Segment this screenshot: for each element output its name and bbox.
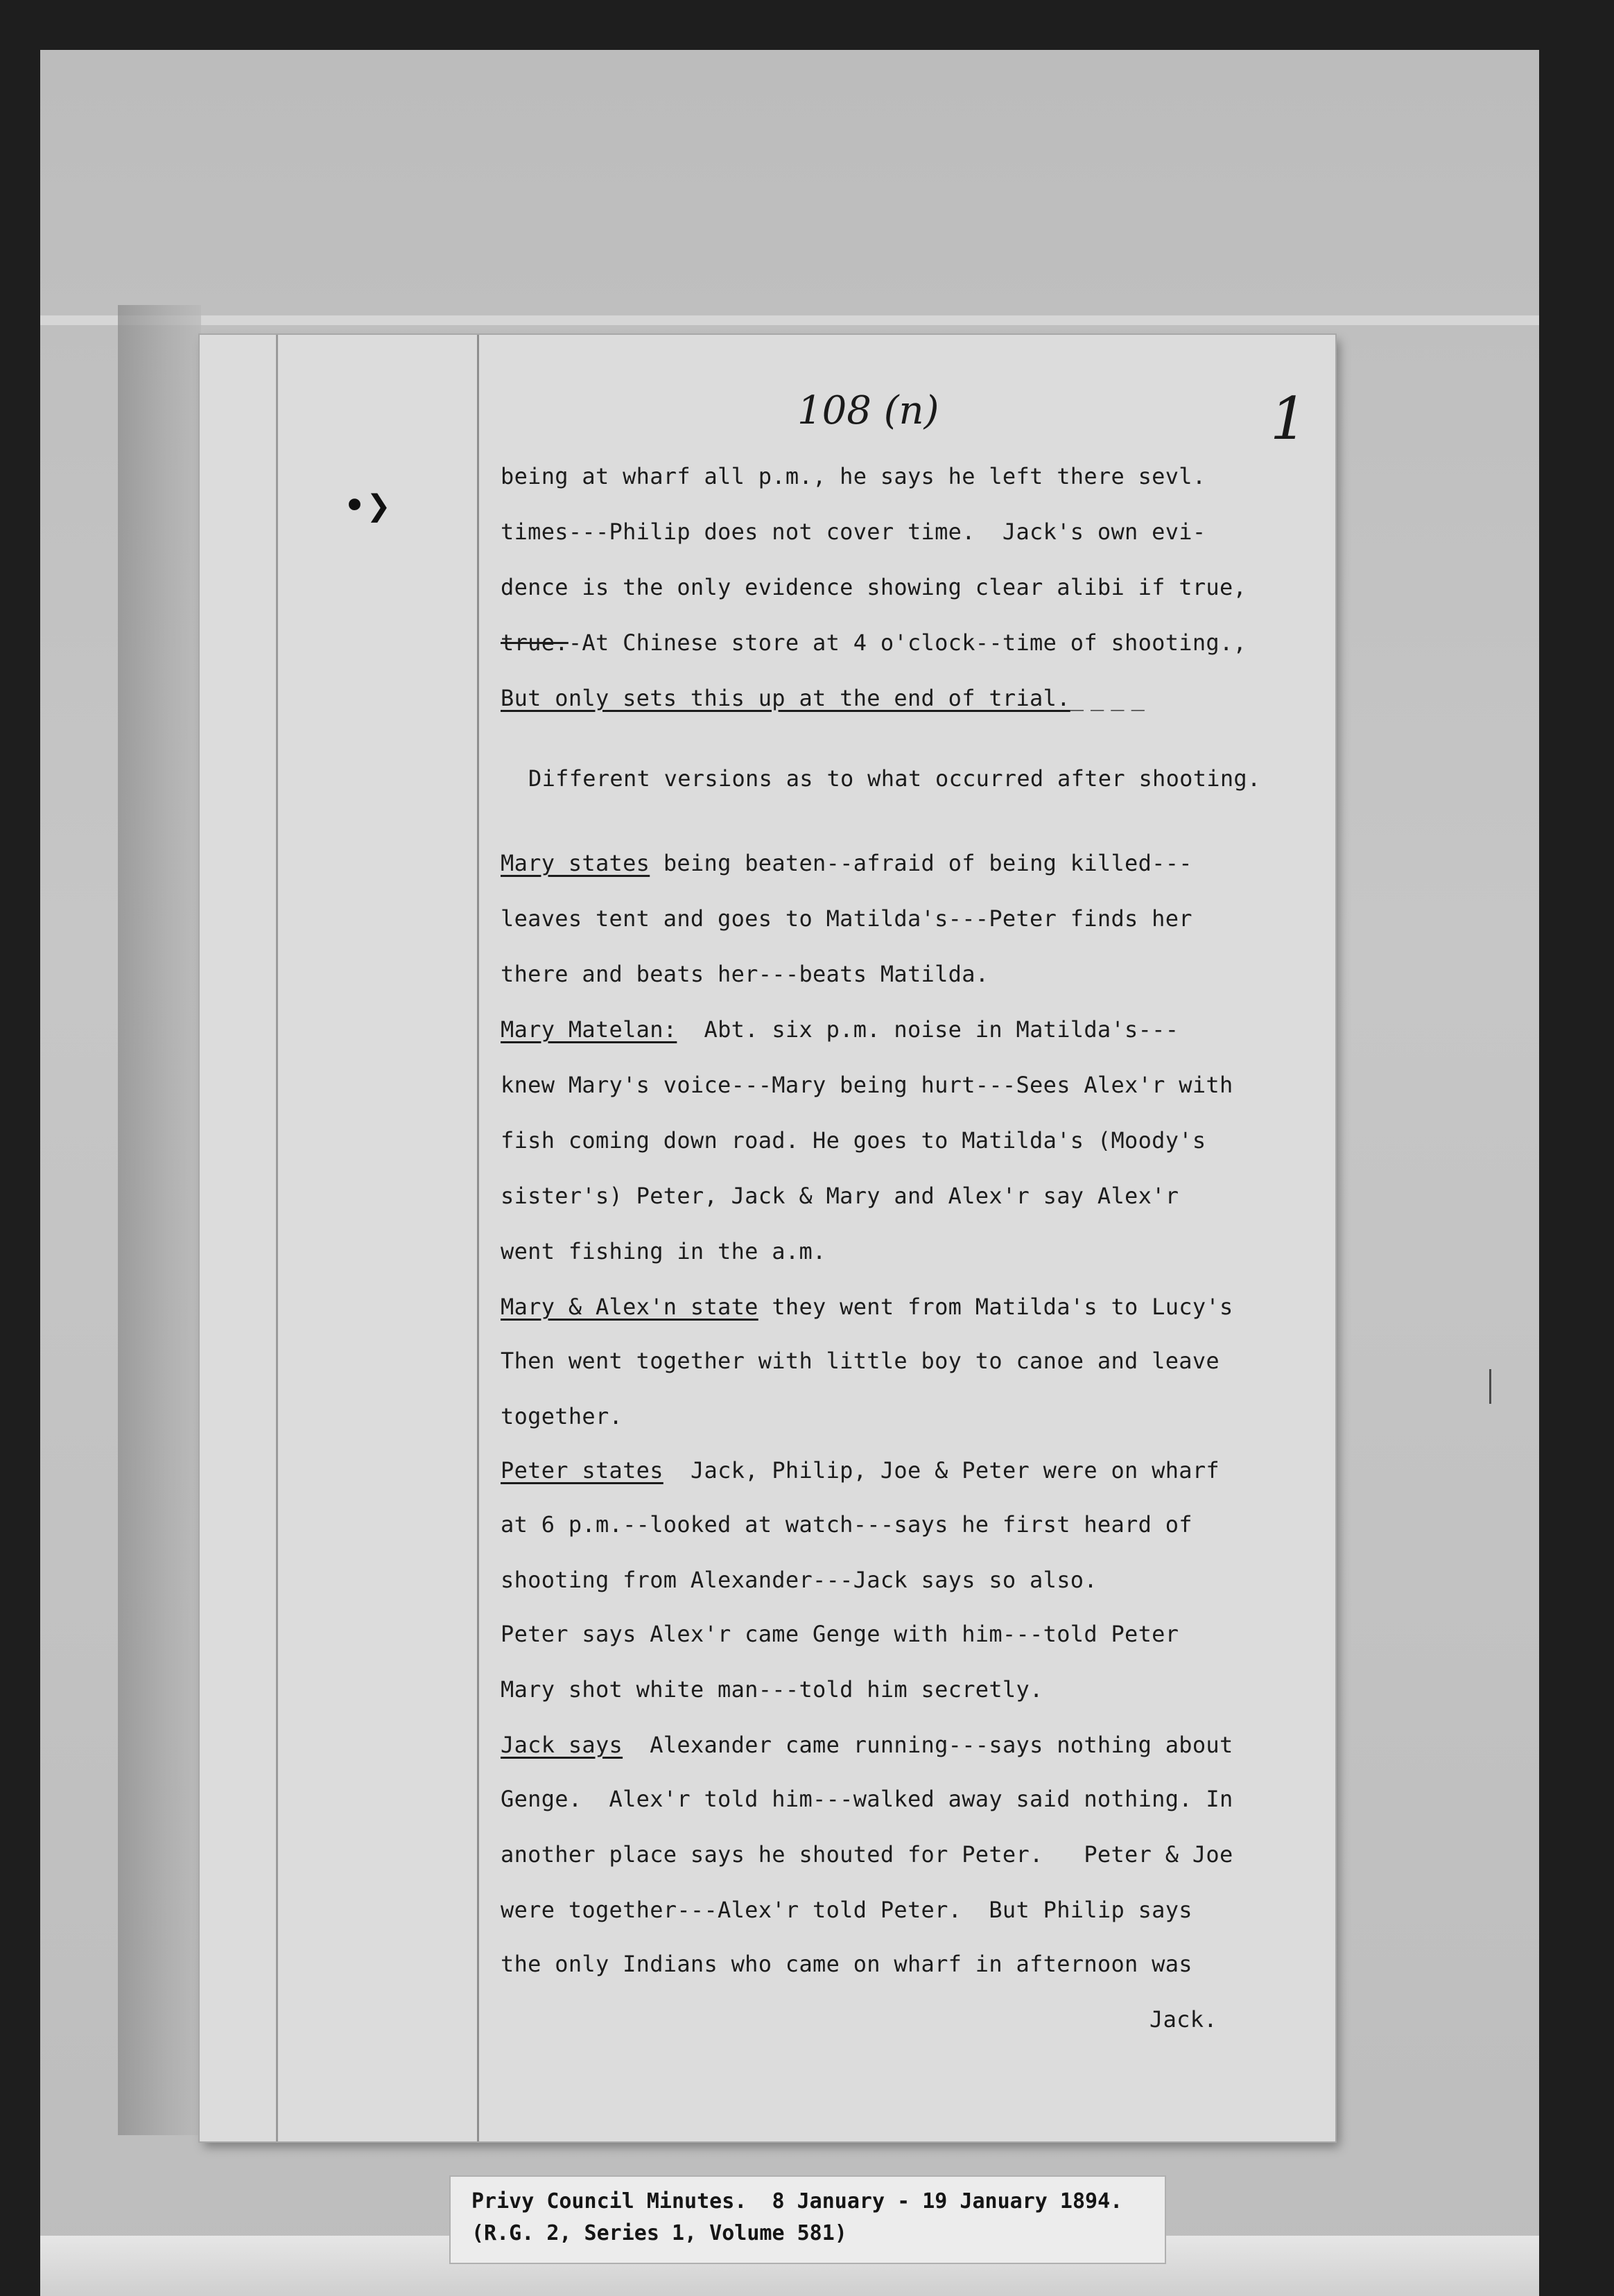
text-line: the only Indians who came on wharf in afternoon was [501,1951,1192,1977]
speaker-label: Mary states [501,850,650,876]
text-line: dence is the only evidence showing clear alibi if true, [501,574,1247,600]
text-line: being at wharf all p.m., he says he left there sevl. [501,463,1206,489]
text-segment: Alexander came running---says nothing about [650,1732,1233,1758]
text-line: another place says he shouted for Peter. Peter & Joe [501,1841,1233,1868]
speaker-label: Peter states [501,1457,663,1484]
text-line: at 6 p.m.--looked at watch---says he first heard of [501,1511,1192,1538]
label-reference: (R.G. 2, Series 1, Volume 581) [471,2221,847,2245]
speaker-label: Mary & Alex'n state [501,1294,758,1320]
margin-rule [276,335,278,2141]
text-line: were together---Alex'r told Peter. But Philip says [501,1897,1192,1923]
backing-fold [40,315,1539,325]
underline-tail: ____ [1070,685,1152,711]
text-line: sister's) Peter, Jack & Mary and Alex'r say Alex'r [501,1183,1179,1209]
text-segment: Abt. six p.m. noise in Matilda's--- [704,1016,1179,1043]
text-segment: they went from Matilda's to Lucy's [772,1294,1233,1320]
text-line [501,1016,1179,1043]
archive-label [451,2177,1165,2263]
underlined-text: But only sets this up at the end of trial. [501,685,1070,711]
stray-mark [1489,1369,1491,1404]
text-segment: being beaten--afraid of being killed--- [663,850,1192,876]
text-line [501,1732,1233,1758]
struck-word: true. [501,629,569,656]
text-line: together. [501,1403,623,1429]
text-line: fish coming down road. He goes to Matilda's (Moody's [501,1127,1206,1154]
speaker-label: Jack says [501,1732,623,1758]
page-number: 1 [1270,385,1308,453]
text-line [501,1457,1220,1484]
text-line: Mary shot white man---told him secretly. [501,1676,1043,1703]
text-line: Genge. Alex'r told him---walked away said nothing. In [501,1786,1233,1812]
text-line: Then went together with little boy to canoe and leave [501,1348,1220,1374]
punch-hole-icon: •❯ [342,482,391,529]
text-line [501,850,1192,876]
text-line: Jack. [1149,2006,1217,2033]
text-line: leaves tent and goes to Matilda's---Peter finds her [501,905,1192,932]
text-line [501,685,1152,711]
text-line: Peter says Alex'r came Genge with him---told Peter [501,1621,1179,1647]
text-line: Different versions as to what occurred after shooting. [528,765,1261,792]
page-curl-shadow [118,305,201,2135]
text-line [501,1294,1233,1320]
text-segment: Jack, Philip, Joe & Peter were on wharf [690,1457,1220,1484]
text-line: went fishing in the a.m. [501,1238,826,1264]
text-line: knew Mary's voice---Mary being hurt---Sees Alex'r with [501,1072,1233,1098]
text-segment: -At Chinese store at 4 o'clock--time of shooting., [568,629,1247,656]
text-line: shooting from Alexander---Jack says so also. [501,1567,1097,1593]
text-line [501,629,1247,656]
margin-rule [477,335,479,2141]
folio-annotation: 108 (n) [797,388,939,433]
text-line: there and beats her---beats Matilda. [501,961,989,987]
speaker-label: Mary Matelan: [501,1016,677,1043]
text-line: times---Philip does not cover time. Jack's own evi- [501,519,1206,545]
label-title: Privy Council Minutes. 8 January - 19 January 1894. [471,2189,1123,2214]
